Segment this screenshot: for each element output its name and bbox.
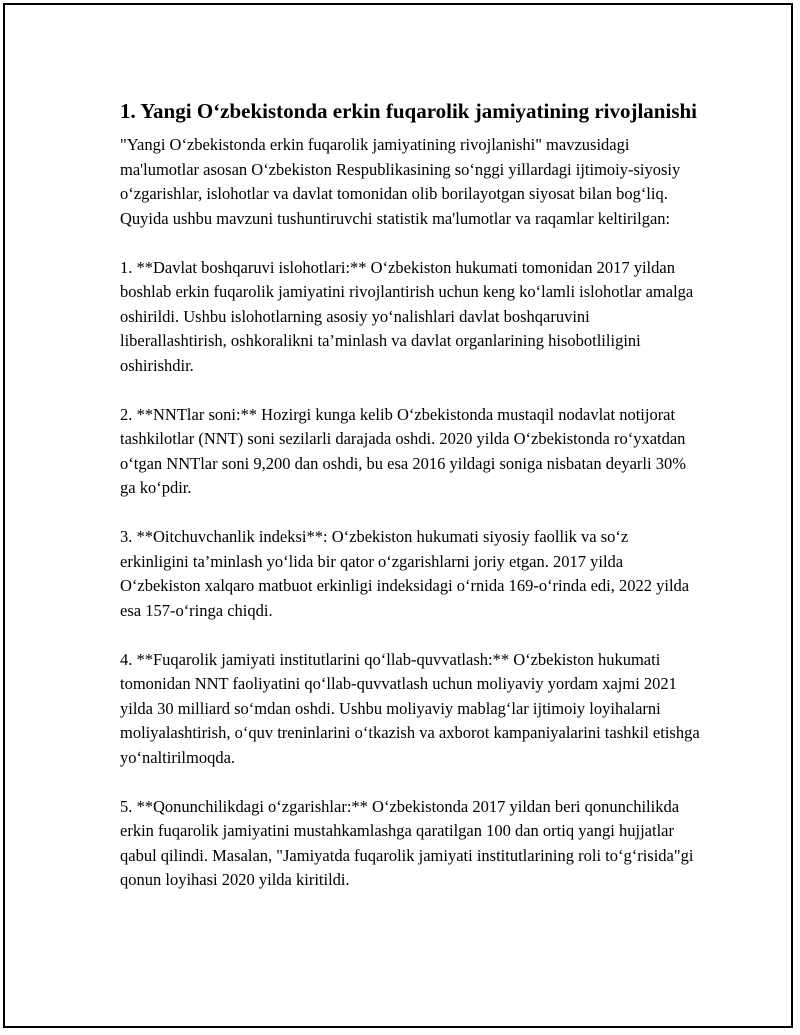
intro-paragraph: "Yangi O‘zbekistonda erkin fuqarolik jamiyatining rivojlanishi" mavzusidagi ma'lumotlar asosan O‘zbekiston Respublikasining so‘nggi yillardagi ijtimoiy-siyosiy o‘zgarishlar, islohotlar va davlat tomonidan olib borilayotgan siyosat bilan bog‘liq. Quyida ushbu mavzuni tushuntiruvchi statistik ma'lumotlar va raqamlar keltirilgan: — [120, 135, 681, 228]
paragraph-governance-reforms: 1. **Davlat boshqaruvi islohotlari:** O‘zbekiston hukumati tomonidan 2017 yildan boshlab erkin fuqarolik jamiyatini rivojlantirish uchun keng ko‘lamli islohotlar amalga oshirildi. Ushbu islohotlarning asosiy yo‘nalishlari davlat boshqaruvini liberallashtirish, oshkoralikni ta’minlash va davlat organlarining hisobotliligini oshirishdir. — [120, 257, 694, 375]
document-title: 1. Yangi O‘zbekistonda erkin fuqarolik jamiyatining rivojlanishi — [120, 99, 698, 123]
paragraph-openness-index: 3. **Oitchuvchanlik indeksi**: O‘zbekiston hukumati siyosiy faollik va so‘z erkinligini ta’minlash yo‘lida bir qator o‘zgarishlarni joriy etgan. 2017 yilda O‘zbekiston xalqaro matbuot erkinligi indeksidagi o‘rnida 169-o‘rinda edi, 2022 yilda esa 157-o‘ringa chiqdi. — [120, 527, 690, 620]
paragraph-ngo-count: 2. **NNTlar soni:** Hozirgi kunga kelib O‘zbekistonda mustaqil nodavlat notijorat tashkilotlar (NNT) soni sezilarli darajada oshdi. 2020 yilda O‘zbekistonda ro‘yxatdan o‘tgan NNTlar soni 9,200 dan oshdi, bu esa 2016 yildagi soniga nisbatan deyarli 30% ga ko‘pdir. — [120, 404, 686, 497]
page-frame — [3, 3, 793, 1028]
paragraph-civil-society-support: 4. **Fuqarolik jamiyati institutlarini qo‘llab-quvvatlash:** O‘zbekiston hukumati tomonidan NNT faoliyatini qo‘llab-quvvatlash uchun moliyaviy yordam xajmi 2021 yilda 30 milliard so‘mdan oshdi. Ushbu moliyaviy mablag‘lar ijtimoiy loyihalarni moliyalashtirish, o‘quv treninlarini o‘tkazish va axborot kampaniyalarini tashkil etishga yo‘naltirilmoqda. — [120, 649, 700, 767]
document-body — [120, 97, 700, 917]
paragraph-legislation-changes: 5. **Qonunchilikdagi o‘zgarishlar:** O‘zbekistonda 2017 yildan beri qonunchilikda erkin fuqarolik jamiyatini mustahkamlashga qaratilgan 100 dan ortiq yangi hujjatlar qabul qilindi. Masalan, "Jamiyatda fuqarolik jamiyati institutlarining roli to‘g‘risida"gi qonun loyihasi 2020 yilda kiritildi. — [120, 796, 694, 889]
